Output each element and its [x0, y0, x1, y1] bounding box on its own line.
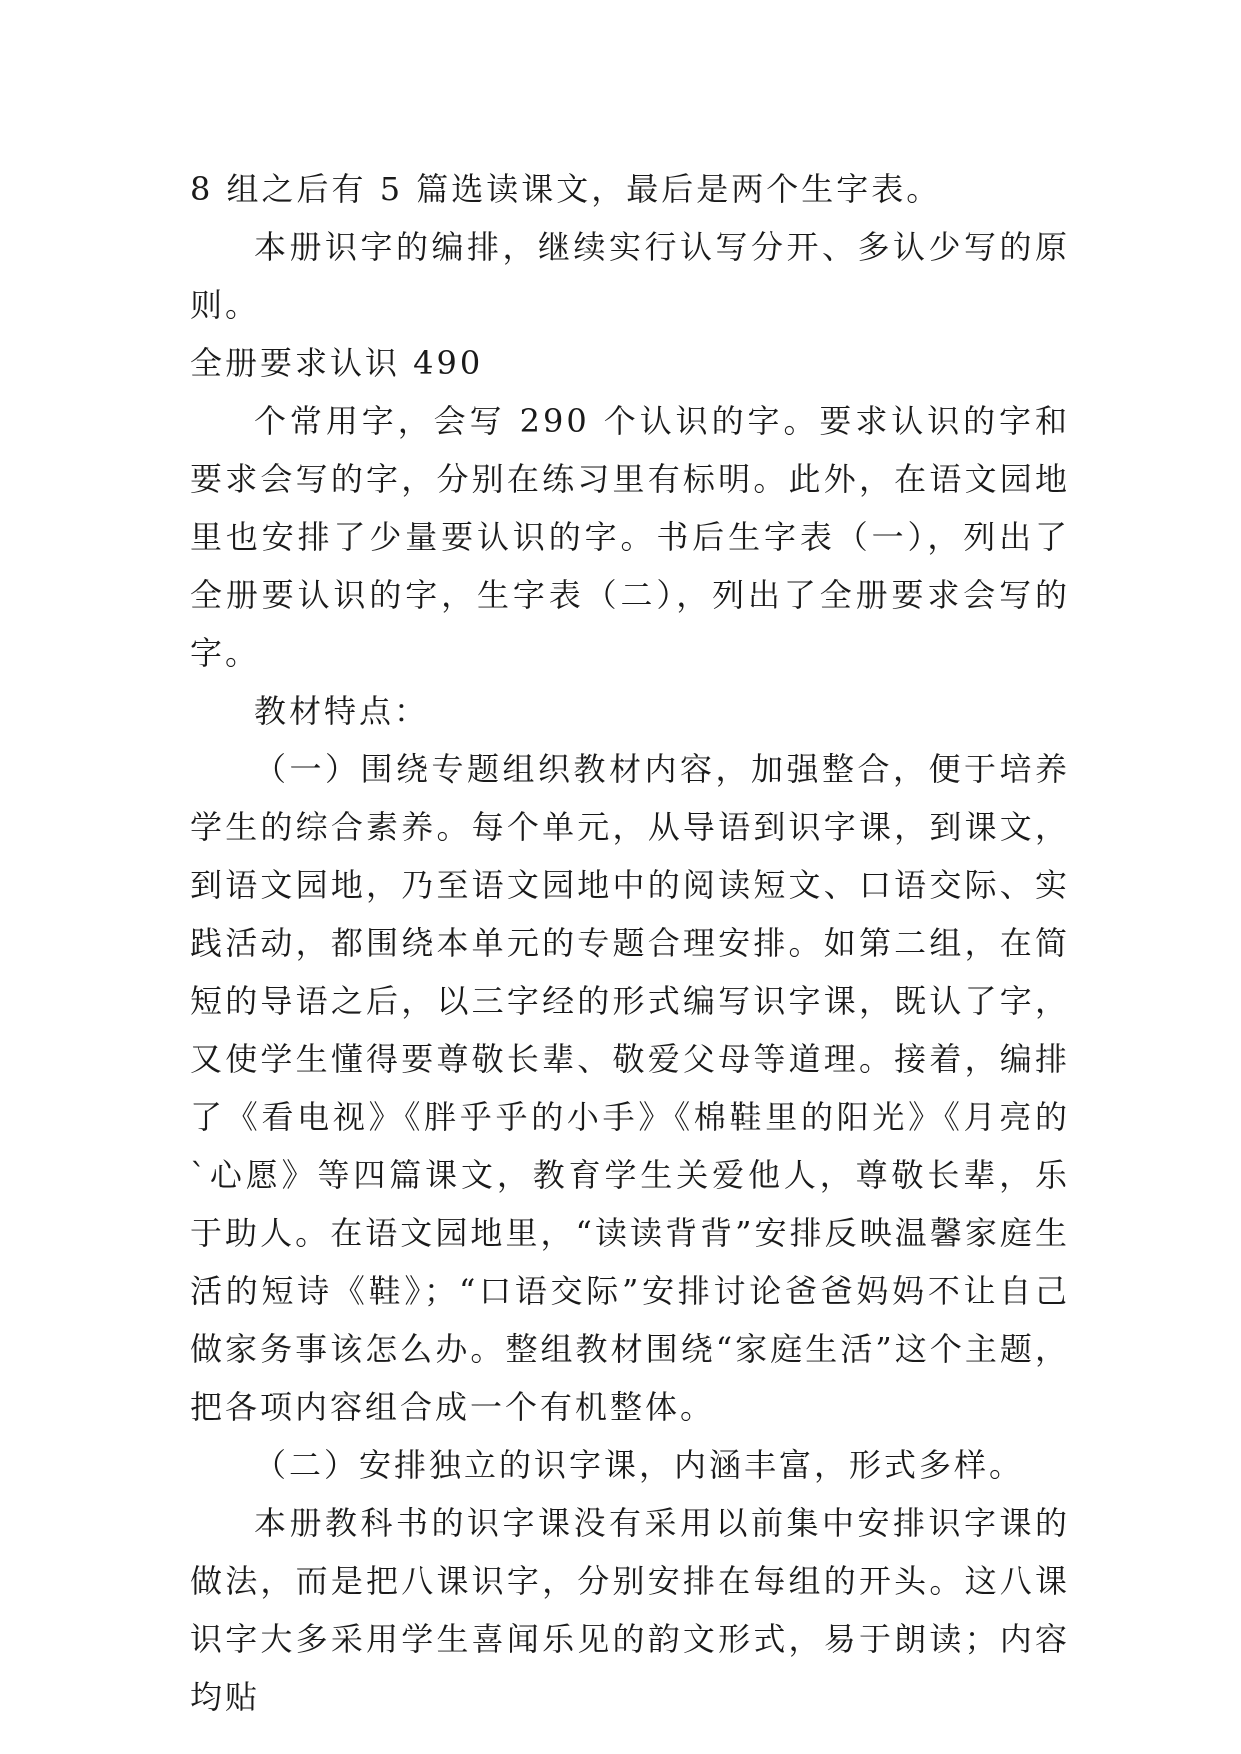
document-body — [190, 160, 1070, 1726]
paragraph-5: 教材特点： — [254, 692, 430, 730]
paragraph-6: （一）围绕专题组织教材内容，加强整合，便于培养学生的综合素养。每个单元，从导语到识字课，到课文，到语文园地，乃至语文园地中的阅读短文、口语交际、实践活动，都围绕本单元的专题合理安排。如第二组，在简短的导语之后，以三字经的形式编写识字课，既认了字，又使学生懂得要尊敬长辈、敬爱父母等道理。接着，编排了《看电视》《胖乎乎的小手》《棉鞋里的阳光》《月亮的`心愿》等四篇课文，教育学生关爱他人，尊敬长辈，乐于助人。在语文园地里，“读读背背”安排反映温馨家庭生活的短诗《鞋》；“口语交际”安排讨论爸爸妈妈不让自己做家务事该怎么办。整组教材围绕“家庭生活”这个主题，把各项内容组合成一个有机整体。 — [190, 750, 1070, 1426]
paragraph-7: （二）安排独立的识字课，内涵丰富，形式多样。 — [254, 1446, 1025, 1484]
paragraph-1: 8 组之后有 5 篇选读课文，最后是两个生字表。 — [190, 170, 942, 208]
paragraph-2: 本册识字的编排，继续实行认写分开、多认少写的原则。 — [190, 228, 1070, 324]
paragraph-3: 全册要求认识 490 — [190, 344, 484, 382]
paragraph-4: 个常用字，会写 290 个认识的字。要求认识的字和要求会写的字，分别在练习里有标明。此外，在语文园地里也安排了少量要认识的字。书后生字表（一），列出了全册要认识的字，生字表（二），列出了全册要求会写的字。 — [190, 402, 1070, 672]
paragraph-8: 本册教科书的识字课没有采用以前集中安排识字课的做法，而是把八课识字，分别安排在每组的开头。这八课识字大多采用学生喜闻乐见的韵文形式，易于朗读；内容均贴 — [190, 1504, 1070, 1716]
